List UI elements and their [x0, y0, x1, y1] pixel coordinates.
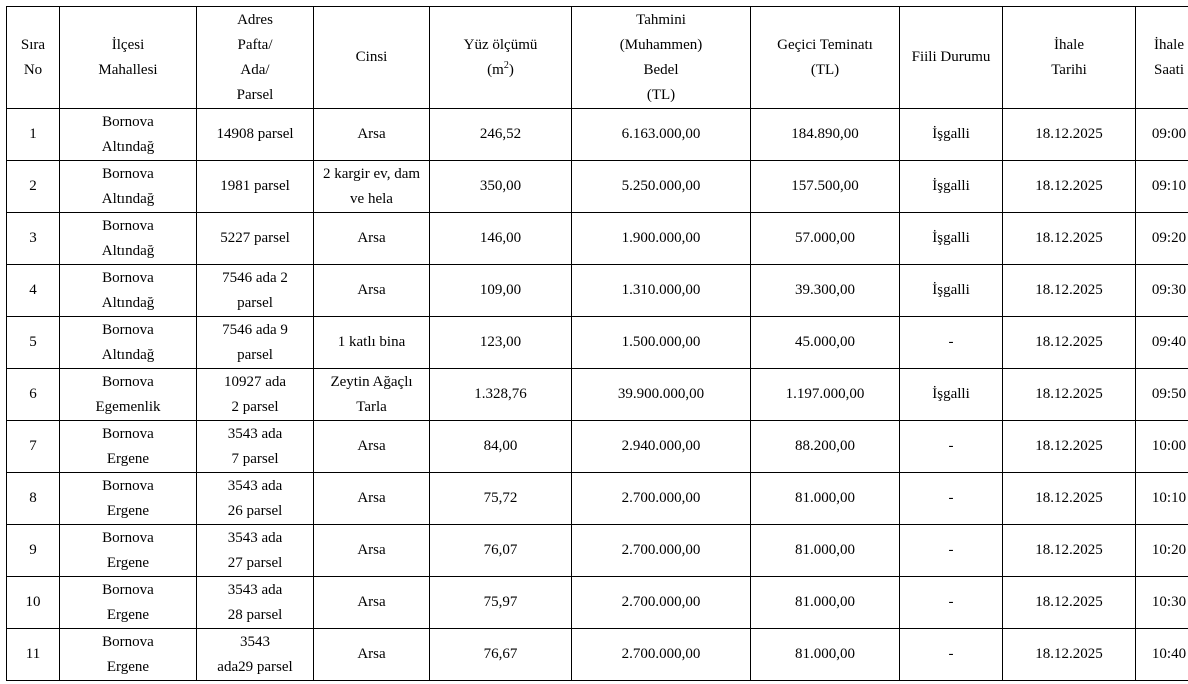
cell-sira-no: 9: [7, 525, 60, 577]
cell-ihale-tarihi: 18.12.2025: [1003, 473, 1136, 525]
table-row: [7, 629, 1188, 681]
cell-gecici-teminat: 39.300,00: [751, 265, 900, 317]
cell-ihale-saati: 09:10: [1136, 161, 1188, 213]
cell-ihale-tarihi: 18.12.2025: [1003, 317, 1136, 369]
table-row: [7, 265, 1188, 317]
cell-gecici-teminat: 157.500,00: [751, 161, 900, 213]
cell-ilce-mahalle: Bornova Ergene: [60, 629, 197, 681]
cell-adres: 1981 parsel: [197, 161, 314, 213]
cell-ihale-tarihi: 18.12.2025: [1003, 421, 1136, 473]
cell-adres: 14908 parsel: [197, 109, 314, 161]
cell-sira-no: 1: [7, 109, 60, 161]
cell-sira-no: 10: [7, 577, 60, 629]
table-row: [7, 109, 1188, 161]
cell-fiili-durumu: -: [900, 317, 1003, 369]
table-row: [7, 421, 1188, 473]
cell-muhammen-bedel: 39.900.000,00: [572, 369, 751, 421]
cell-cinsi: Arsa: [314, 421, 430, 473]
cell-cinsi: Arsa: [314, 629, 430, 681]
cell-ilce-mahalle: Bornova Altındağ: [60, 213, 197, 265]
table-row: [7, 317, 1188, 369]
cell-muhammen-bedel: 2.700.000,00: [572, 473, 751, 525]
cell-fiili-durumu: İşgalli: [900, 265, 1003, 317]
cell-fiili-durumu: -: [900, 473, 1003, 525]
cell-ihale-tarihi: 18.12.2025: [1003, 109, 1136, 161]
cell-ihale-tarihi: 18.12.2025: [1003, 213, 1136, 265]
table-row: [7, 577, 1188, 629]
cell-gecici-teminat: 88.200,00: [751, 421, 900, 473]
header-ihale-saati: İhale Saati: [1136, 7, 1188, 109]
cell-fiili-durumu: İşgalli: [900, 369, 1003, 421]
cell-ihale-saati: 10:30: [1136, 577, 1188, 629]
cell-ihale-tarihi: 18.12.2025: [1003, 369, 1136, 421]
cell-cinsi: 1 katlı bina: [314, 317, 430, 369]
cell-ilce-mahalle: Bornova Altındağ: [60, 109, 197, 161]
table-row: [7, 369, 1188, 421]
cell-adres: 3543 ada 26 parsel: [197, 473, 314, 525]
cell-gecici-teminat: 81.000,00: [751, 629, 900, 681]
cell-fiili-durumu: İşgalli: [900, 109, 1003, 161]
cell-fiili-durumu: -: [900, 629, 1003, 681]
header-yuz-olcumu: [430, 7, 572, 109]
cell-fiili-durumu: -: [900, 525, 1003, 577]
cell-gecici-teminat: 1.197.000,00: [751, 369, 900, 421]
header-gecici-teminat: Geçici Teminatı (TL): [751, 7, 900, 109]
cell-muhammen-bedel: 2.700.000,00: [572, 577, 751, 629]
cell-adres: 3543 ada 7 parsel: [197, 421, 314, 473]
header-muhammen-bedel: Tahmini (Muhammen) Bedel (TL): [572, 7, 751, 109]
cell-muhammen-bedel: 2.940.000,00: [572, 421, 751, 473]
cell-ilce-mahalle: Bornova Ergene: [60, 525, 197, 577]
cell-muhammen-bedel: 1.900.000,00: [572, 213, 751, 265]
cell-sira-no: 5: [7, 317, 60, 369]
cell-ilce-mahalle: Bornova Altındağ: [60, 317, 197, 369]
cell-yuz-olcumu: 246,52: [430, 109, 572, 161]
cell-sira-no: 11: [7, 629, 60, 681]
header-adres: Adres Pafta/ Ada/ Parsel: [197, 7, 314, 109]
header-yuz-olcumu-unit-suffix: ): [508, 61, 514, 78]
cell-ihale-saati: 09:50: [1136, 369, 1188, 421]
cell-adres: 3543 ada29 parsel: [197, 629, 314, 681]
cell-ihale-tarihi: 18.12.2025: [1003, 161, 1136, 213]
cell-adres: 7546 ada 2 parsel: [197, 265, 314, 317]
cell-gecici-teminat: 81.000,00: [751, 525, 900, 577]
cell-yuz-olcumu: 75,97: [430, 577, 572, 629]
cell-ihale-saati: 10:00: [1136, 421, 1188, 473]
cell-sira-no: 7: [7, 421, 60, 473]
cell-ihale-tarihi: 18.12.2025: [1003, 577, 1136, 629]
cell-muhammen-bedel: 6.163.000,00: [572, 109, 751, 161]
cell-cinsi: 2 kargir ev, dam ve hela: [314, 161, 430, 213]
cell-muhammen-bedel: 5.250.000,00: [572, 161, 751, 213]
cell-yuz-olcumu: 109,00: [430, 265, 572, 317]
cell-fiili-durumu: İşgalli: [900, 161, 1003, 213]
cell-adres: 7546 ada 9 parsel: [197, 317, 314, 369]
cell-adres: 3543 ada 27 parsel: [197, 525, 314, 577]
cell-yuz-olcumu: 146,00: [430, 213, 572, 265]
cell-cinsi: Arsa: [314, 213, 430, 265]
cell-gecici-teminat: 81.000,00: [751, 577, 900, 629]
cell-ihale-saati: 10:20: [1136, 525, 1188, 577]
header-ilce-mahalle: İlçesi Mahallesi: [60, 7, 197, 109]
cell-sira-no: 2: [7, 161, 60, 213]
table-row: [7, 161, 1188, 213]
cell-yuz-olcumu: 350,00: [430, 161, 572, 213]
cell-ihale-saati: 10:40: [1136, 629, 1188, 681]
cell-ilce-mahalle: Bornova Ergene: [60, 577, 197, 629]
cell-ilce-mahalle: Bornova Ergene: [60, 421, 197, 473]
cell-fiili-durumu: -: [900, 577, 1003, 629]
auction-table: [6, 6, 1188, 681]
table-row: [7, 213, 1188, 265]
cell-cinsi: Zeytin Ağaçlı Tarla: [314, 369, 430, 421]
header-row: [7, 7, 1188, 109]
cell-sira-no: 6: [7, 369, 60, 421]
table-body: [7, 109, 1188, 681]
cell-ihale-tarihi: 18.12.2025: [1003, 525, 1136, 577]
cell-sira-no: 3: [7, 213, 60, 265]
cell-ihale-saati: 10:10: [1136, 473, 1188, 525]
cell-ihale-saati: 09:30: [1136, 265, 1188, 317]
cell-cinsi: Arsa: [314, 265, 430, 317]
cell-ihale-saati: 09:20: [1136, 213, 1188, 265]
cell-yuz-olcumu: 123,00: [430, 317, 572, 369]
cell-ilce-mahalle: Bornova Altındağ: [60, 161, 197, 213]
cell-gecici-teminat: 184.890,00: [751, 109, 900, 161]
header-cinsi: Cinsi: [314, 7, 430, 109]
cell-ilce-mahalle: Bornova Egemenlik: [60, 369, 197, 421]
cell-adres: 10927 ada 2 parsel: [197, 369, 314, 421]
cell-ilce-mahalle: Bornova Altındağ: [60, 265, 197, 317]
cell-fiili-durumu: -: [900, 421, 1003, 473]
table-row: [7, 525, 1188, 577]
cell-gecici-teminat: 57.000,00: [751, 213, 900, 265]
cell-ihale-tarihi: 18.12.2025: [1003, 629, 1136, 681]
cell-sira-no: 8: [7, 473, 60, 525]
cell-yuz-olcumu: 76,07: [430, 525, 572, 577]
cell-ihale-saati: 09:40: [1136, 317, 1188, 369]
cell-yuz-olcumu: 84,00: [430, 421, 572, 473]
cell-ihale-tarihi: 18.12.2025: [1003, 265, 1136, 317]
header-yuz-olcumu-unit-sup: 2: [503, 59, 509, 71]
cell-adres: 5227 parsel: [197, 213, 314, 265]
cell-muhammen-bedel: 2.700.000,00: [572, 629, 751, 681]
header-sira-no: Sıra No: [7, 7, 60, 109]
cell-cinsi: Arsa: [314, 577, 430, 629]
cell-yuz-olcumu: 75,72: [430, 473, 572, 525]
cell-yuz-olcumu: 1.328,76: [430, 369, 572, 421]
cell-adres: 3543 ada 28 parsel: [197, 577, 314, 629]
cell-yuz-olcumu: 76,67: [430, 629, 572, 681]
cell-cinsi: Arsa: [314, 109, 430, 161]
cell-muhammen-bedel: 2.700.000,00: [572, 525, 751, 577]
header-ihale-tarihi: İhale Tarihi: [1003, 7, 1136, 109]
cell-ihale-saati: 09:00: [1136, 109, 1188, 161]
cell-sira-no: 4: [7, 265, 60, 317]
cell-gecici-teminat: 81.000,00: [751, 473, 900, 525]
cell-muhammen-bedel: 1.310.000,00: [572, 265, 751, 317]
cell-cinsi: Arsa: [314, 525, 430, 577]
cell-muhammen-bedel: 1.500.000,00: [572, 317, 751, 369]
table-row: [7, 473, 1188, 525]
cell-fiili-durumu: İşgalli: [900, 213, 1003, 265]
cell-cinsi: Arsa: [314, 473, 430, 525]
table-header: [7, 7, 1188, 109]
cell-ilce-mahalle: Bornova Ergene: [60, 473, 197, 525]
cell-gecici-teminat: 45.000,00: [751, 317, 900, 369]
header-fiili-durumu: Fiili Durumu: [900, 7, 1003, 109]
header-yuz-olcumu-text: Yüz ölçümü (m: [463, 36, 538, 78]
